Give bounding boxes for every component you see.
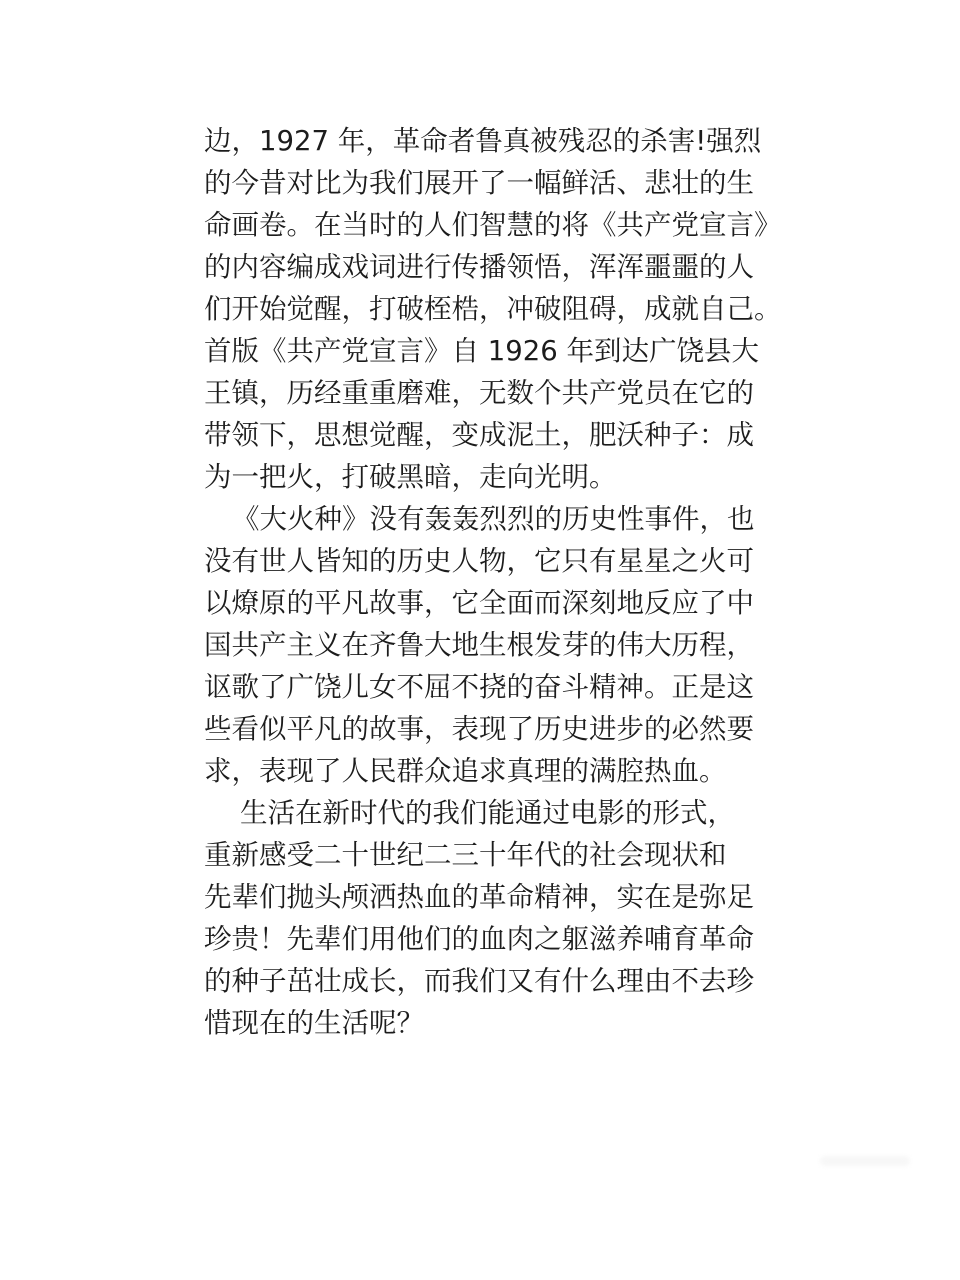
paragraph-3: [204, 792, 760, 1044]
text-line: 王镇，历经重重磨难，无数个共产党员在它的: [204, 377, 754, 409]
paragraph-1: [204, 120, 782, 498]
text-line: 惜现在的生活呢？: [204, 1007, 424, 1039]
text-line: 些看似平凡的故事，表现了历史进步的必然要: [204, 713, 754, 745]
text-line: 以燎原的平凡故事，它全面而深刻地反应了中: [204, 587, 754, 619]
text-line: 生活在新时代的我们能通过电影的形式，: [240, 797, 735, 829]
text-line: 珍贵！先辈们用他们的血肉之躯滋养哺育革命: [204, 923, 754, 955]
text-line: 带领下，思想觉醒，变成泥土，肥沃种子：成: [204, 419, 754, 451]
text-line: 的种子茁壮成长，而我们又有什么理由不去珍: [204, 965, 754, 997]
text-line: 命画卷。在当时的人们智慧的将《共产党宣言》: [204, 209, 782, 241]
text-line: 没有世人皆知的历史人物，它只有星星之火可: [204, 545, 754, 577]
text-line: 重新感受二十世纪二三十年代的社会现状和: [204, 839, 727, 871]
text-line: 《大火种》没有轰轰烈烈的历史性事件，也: [232, 503, 755, 535]
text-line: 讴歌了广饶儿女不屈不挠的奋斗精神。正是这: [204, 671, 754, 703]
text-line: 边，1927 年，革命者鲁真被残忍的杀害!强烈: [204, 125, 762, 157]
text-line: 的内容编成戏词进行传播领悟，浑浑噩噩的人: [204, 251, 754, 283]
text-line: 首版《共产党宣言》自 1926 年到达广饶县大: [204, 335, 759, 367]
text-line: 的今昔对比为我们展开了一幅鲜活、悲壮的生: [204, 167, 754, 199]
text-line: 先辈们抛头颅洒热血的革命精神，实在是弥足: [204, 881, 754, 913]
text-line: 求，表现了人民群众追求真理的满腔热血。: [204, 755, 727, 787]
text-line: 为一把火，打破黑暗，走向光明。: [204, 461, 617, 493]
text-line: 们开始觉醒，打破桎梏，冲破阻碍，成就自己。: [204, 293, 782, 325]
paragraph-2: [204, 498, 760, 792]
faint-watermark: [820, 1156, 910, 1166]
text-line: 国共产主义在齐鲁大地生根发芽的伟大历程，: [204, 629, 754, 661]
document-body: [204, 120, 782, 1044]
